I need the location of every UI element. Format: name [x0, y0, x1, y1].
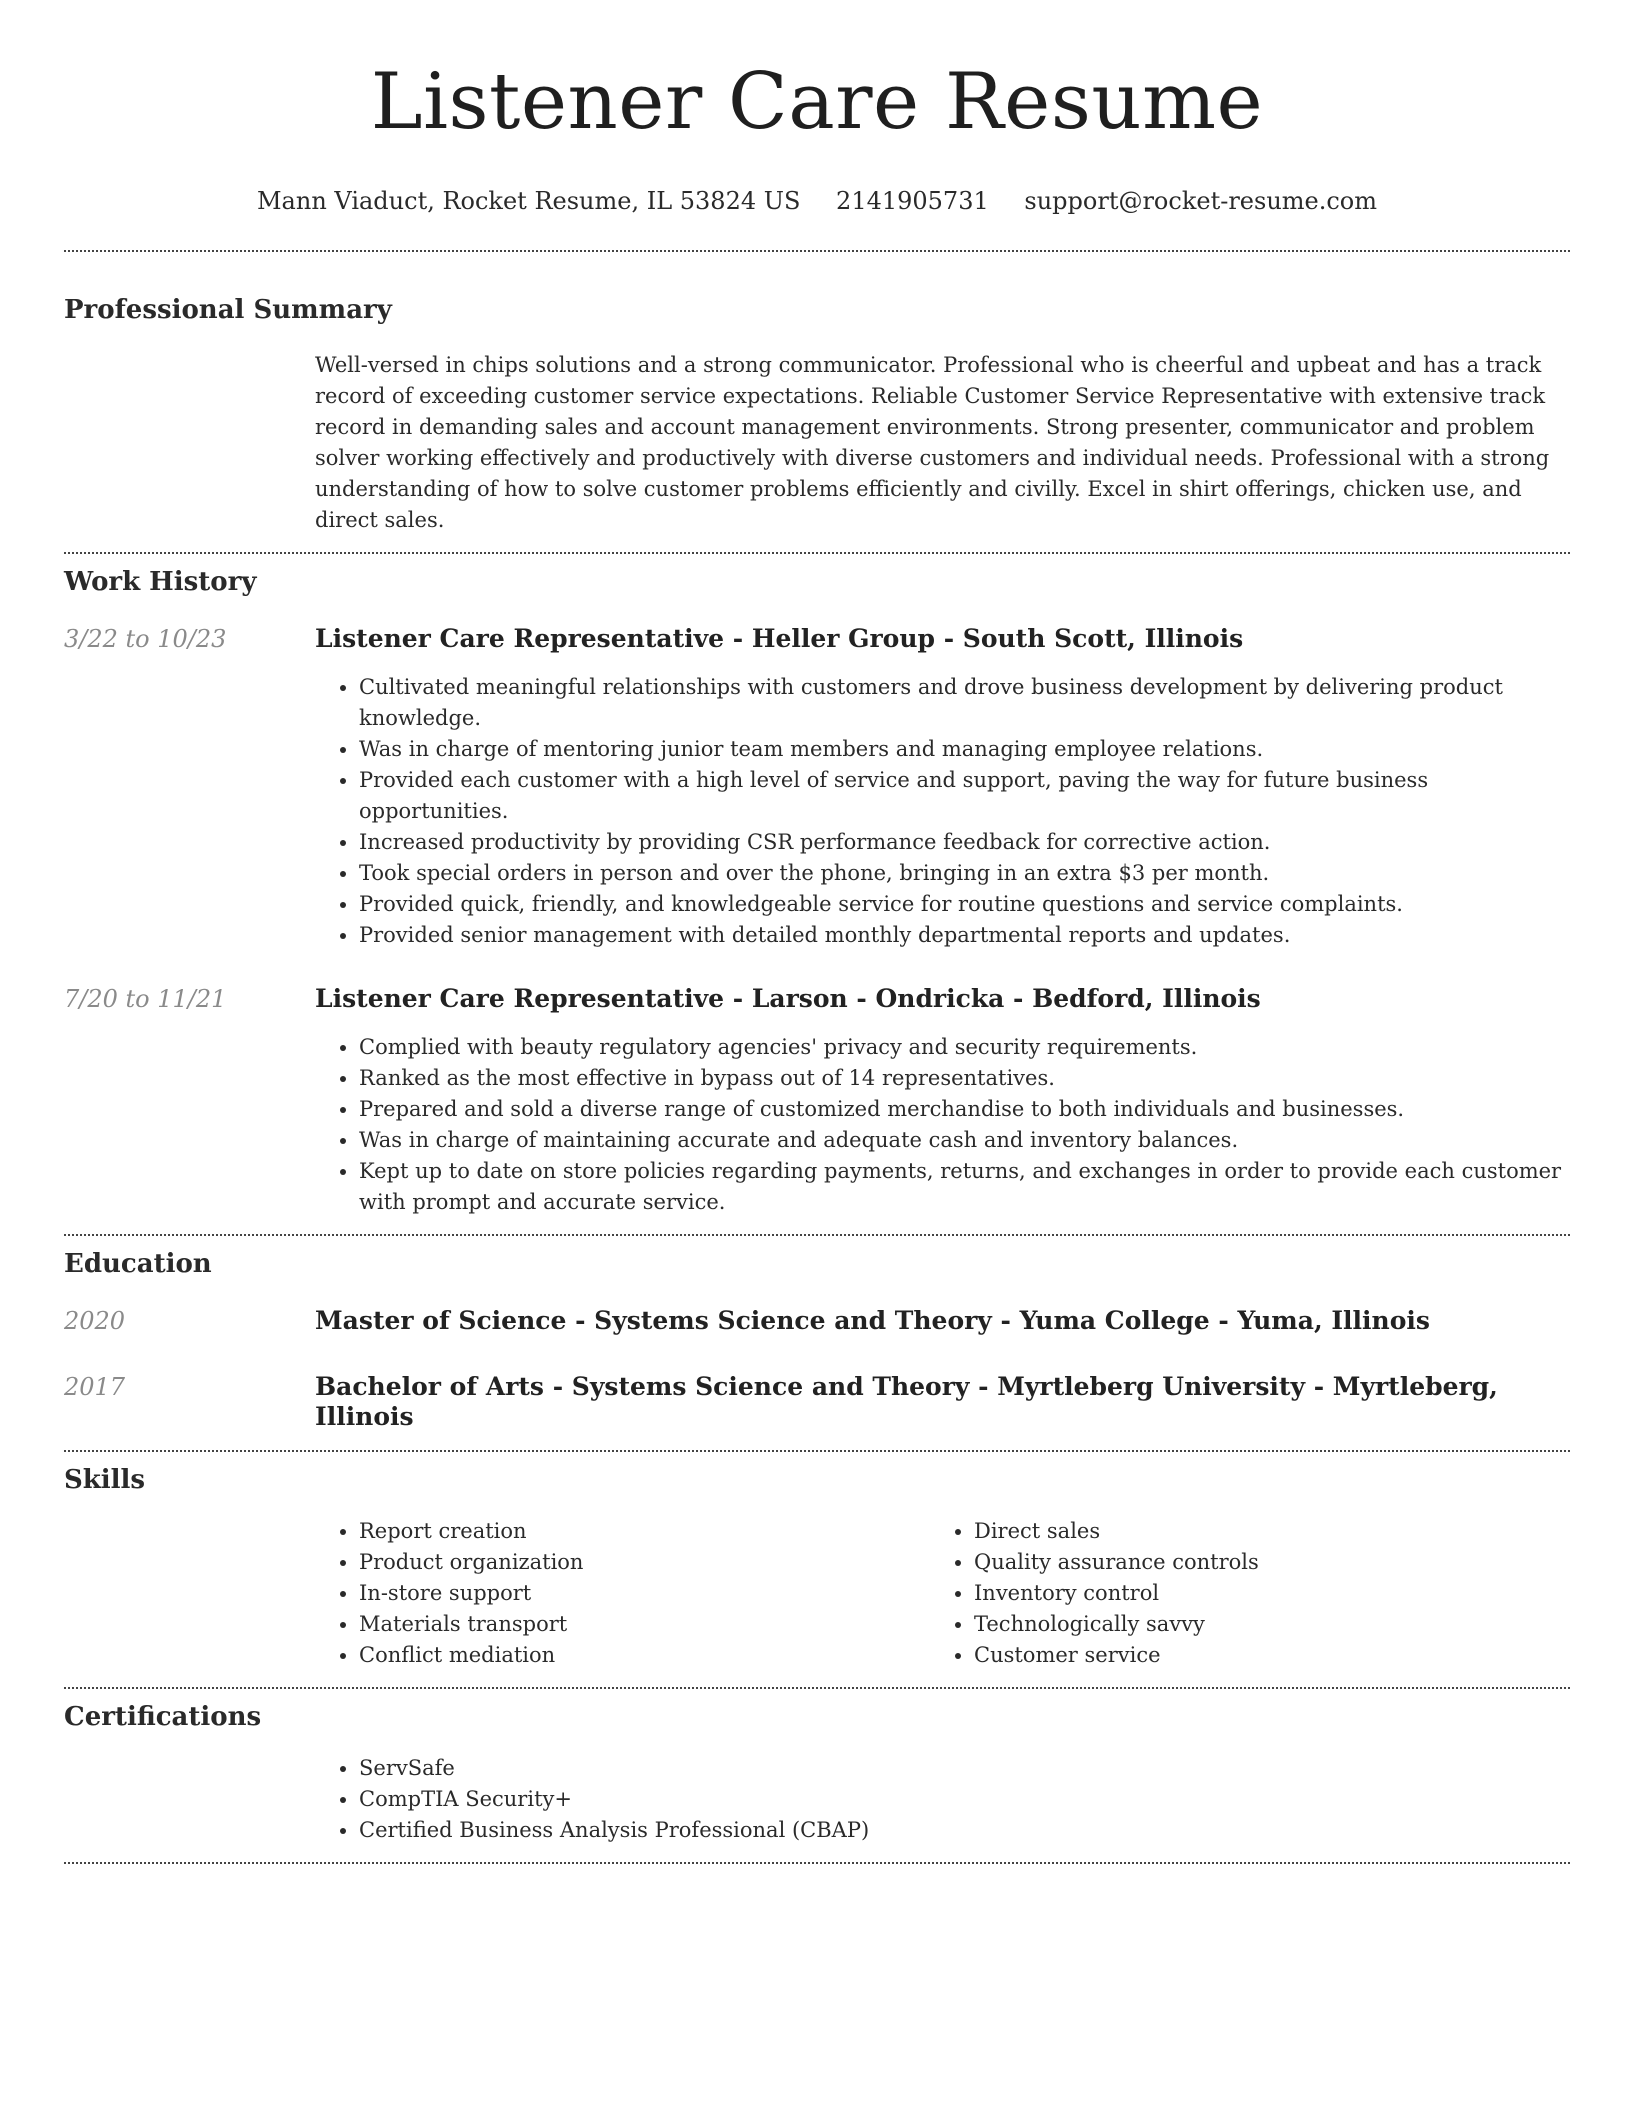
section-title-education: Education: [64, 1249, 212, 1279]
job-bullet: • Provided quick, friendly, and knowledgeable service for routine questions and service complaints.: [359, 889, 1570, 920]
job-entry: [64, 984, 1570, 1218]
resume-page: [64, 0, 1570, 1864]
job-bullets: [315, 1032, 1570, 1218]
certification-item: • ServSafe: [359, 1753, 1570, 1784]
job-bullet: • Provided each customer with a high level of service and support, paving the way for future business opportunities.: [359, 765, 1570, 827]
skill-item: • Quality assurance controls: [974, 1547, 1545, 1578]
job-bullet: • Was in charge of mentoring junior team members and managing employee relations.: [359, 734, 1570, 765]
job-dates: 3/22 to 10/23: [64, 625, 227, 653]
section-title-skills: Skills: [64, 1465, 146, 1495]
skill-item: • Inventory control: [974, 1578, 1545, 1609]
certification-item: • Certified Business Analysis Professional (CBAP): [359, 1815, 1570, 1846]
divider: [64, 1862, 1570, 1864]
contact-line: [64, 186, 1570, 216]
job-bullet: • Provided senior management with detailed monthly departmental reports and updates.: [359, 920, 1570, 951]
divider: [64, 552, 1570, 554]
skills-columns: [315, 1516, 1570, 1671]
job-bullet: • Cultivated meaningful relationships with customers and drove business development by delivering product knowledge.: [359, 672, 1570, 734]
job-bullet: • Ranked as the most effective in bypass out of 14 representatives.: [359, 1063, 1570, 1094]
job-bullets: [315, 672, 1570, 951]
education-entry: [64, 1372, 1570, 1432]
skill-item: • Customer service: [974, 1640, 1545, 1671]
education-heading: Master of Science - Systems Science and Theory - Yuma College - Yuma, Illinois: [315, 1306, 1430, 1335]
skill-item: • Technologically savvy: [974, 1609, 1545, 1640]
job-bullet: • Prepared and sold a diverse range of customized merchandise to both individuals and businesses.: [359, 1094, 1570, 1125]
contact-address: Mann Viaduct, Rocket Resume, IL 53824 US: [256, 187, 801, 215]
contact-phone: 2141905731: [836, 187, 989, 215]
job-heading: Listener Care Representative - Larson - Ondricka - Bedford, Illinois: [315, 984, 1261, 1013]
certifications-block: [315, 1753, 1570, 1846]
job-bullet: • Kept up to date on store policies regarding payments, returns, and exchanges in order to provide each customer with prompt and accurate service.: [359, 1156, 1570, 1218]
skill-item: • Product organization: [359, 1547, 930, 1578]
divider: [64, 250, 1570, 252]
skills-list-left: [315, 1516, 930, 1671]
education-year: 2020: [64, 1307, 126, 1335]
section-title-work: Work History: [64, 567, 257, 597]
skill-item: • Materials transport: [359, 1609, 930, 1640]
summary-text: Well-versed in chips solutions and a strong communicator. Professional who is cheerful and upbeat and has a track record of exceeding customer service expectations. Reliable Customer Service Representative with extensive track record in demanding sales and account management environments. Strong presenter, communicator and problem solver working effectively and productively with diverse customers and individual needs. Professional with a strong understanding of how to solve customer problems efficiently and civilly. Excel in shirt offerings, chicken use, and direct sales.: [315, 353, 1550, 532]
contact-email: support@rocket-resume.com: [1024, 187, 1378, 215]
skill-item: • Conflict mediation: [359, 1640, 930, 1671]
skill-item: • Report creation: [359, 1516, 930, 1547]
skills-list-right: [930, 1516, 1545, 1671]
skill-item: • In-store support: [359, 1578, 930, 1609]
job-bullet: • Complied with beauty regulatory agencies' privacy and security requirements.: [359, 1032, 1570, 1063]
section-title-certifications: Certifications: [64, 1702, 262, 1732]
job-heading: Listener Care Representative - Heller Group - South Scott, Illinois: [315, 624, 1244, 653]
certification-item: • CompTIA Security+: [359, 1784, 1570, 1815]
section-title-summary: Professional Summary: [64, 295, 392, 325]
certifications-list: [315, 1753, 1570, 1846]
job-bullet: • Was in charge of maintaining accurate and adequate cash and inventory balances.: [359, 1125, 1570, 1156]
education-year: 2017: [64, 1373, 126, 1401]
education-entry: [64, 1306, 1570, 1336]
divider: [64, 1450, 1570, 1452]
education-heading: Bachelor of Arts - Systems Science and Theory - Myrtleberg University - Myrtleberg, Illinois: [315, 1372, 1498, 1431]
job-entry: [64, 624, 1570, 951]
job-dates: 7/20 to 11/21: [64, 985, 227, 1013]
skill-item: • Direct sales: [974, 1516, 1545, 1547]
resume-name: Listener Care Resume: [370, 57, 1264, 147]
divider: [64, 1234, 1570, 1236]
divider: [64, 1687, 1570, 1689]
job-bullet: • Took special orders in person and over the phone, bringing in an extra $3 per month.: [359, 858, 1570, 889]
job-bullet: • Increased productivity by providing CSR performance feedback for corrective action.: [359, 827, 1570, 858]
